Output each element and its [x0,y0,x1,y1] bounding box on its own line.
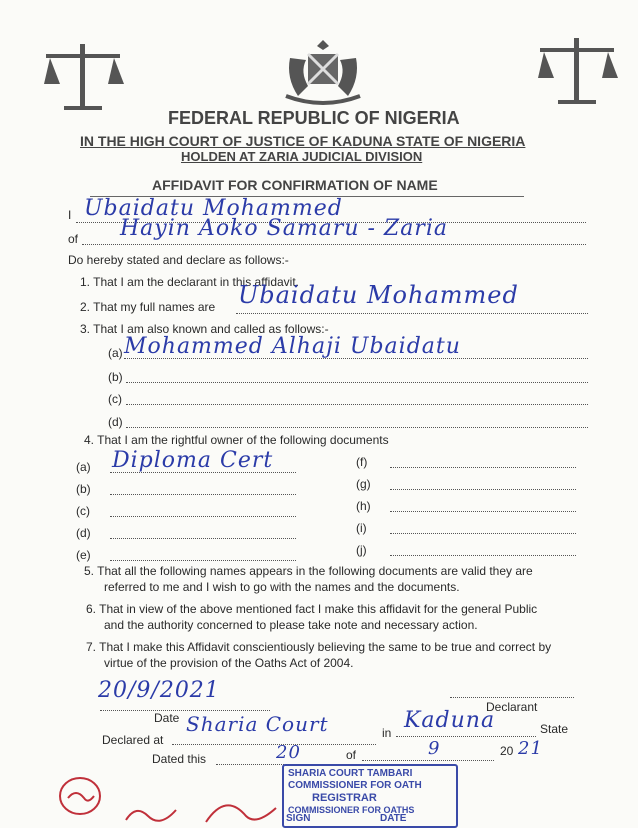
state-value: Kaduna [404,708,496,733]
item-3: 3. That I am also known and called as follows:- [80,322,329,336]
scales-of-justice-icon [534,34,620,108]
item-5-line1: 5. That all the following names appears in the following documents are valid they are [84,564,533,578]
i-label: I [68,208,72,222]
document-a: Diploma Cert [112,448,274,473]
alias-a-label: (a) [108,346,123,360]
document-right-label: (g) [356,477,371,491]
document-right-row [356,455,586,471]
item-7-line1: 7. That I make this Affidavit conscientiously believing the same to be true and correct by [86,640,552,654]
document-right-label: (i) [356,521,367,535]
item-6-line2: and the authority concerned to please take note and necessary action. [104,618,478,632]
year-value: 21 [518,738,543,759]
alias-d-label: (d) [108,415,123,429]
document-right-label: (j) [356,543,367,557]
stamp-sign: SIGN [286,813,311,824]
state-label: State [540,722,569,736]
year-label: 20 [500,744,514,758]
item-5-line2: referred to me and I wish to go with the names and the documents. [104,580,460,594]
documents-left-column [76,460,306,570]
item-2: 2. That my full names are [80,300,216,314]
document-left-row [76,548,306,564]
item-6-line1: 6. That in view of the above mentioned fact I make this affidavit for the general Public [86,602,538,616]
document-right-row [356,499,586,515]
dated-this-label: Dated this [152,752,207,766]
full-names: Ubaidatu Mohammed [238,281,519,309]
declarant-name: Ubaidatu Mohammed [84,196,343,221]
court-name: IN THE HIGH COURT OF JUSTICE OF KADUNA STATE OF NIGERIA [80,133,526,149]
declarant-label: Declarant [486,700,538,714]
documents-right-column [356,455,586,565]
stamp-line3: REGISTRAR [312,792,377,804]
division-name: HOLDEN AT ZARIA JUDICIAL DIVISION [181,149,423,164]
of-label-2: of [346,748,357,762]
in-label: in [382,726,392,740]
stamp-line1: SHARIA COURT TAMBARI [288,768,413,779]
alias-a: Mohammed Alhaji Ubaidatu [124,334,461,359]
document-title: FEDERAL REPUBLIC OF NIGERIA [168,108,460,128]
document-right-row [356,543,586,559]
red-signature-icon [56,772,316,825]
document-right-row [356,521,586,537]
document-right-label: (h) [356,499,371,513]
document-right-row [356,477,586,493]
document-left-label: (a) [76,460,91,474]
month-value: 9 [428,738,441,759]
alias-c-label: (c) [108,392,122,406]
document-left-row [76,504,306,520]
stamp-line2: COMMISSIONER FOR OATH [288,780,422,791]
stamp-date: DATE [380,813,407,824]
document-left-label: (c) [76,504,90,518]
document-left-label: (e) [76,548,91,562]
day-value: 20 [276,742,301,763]
document-left-label: (d) [76,526,91,540]
coat-of-arms-icon [280,36,366,106]
date-label: Date [154,711,180,725]
document-right-label: (f) [356,455,368,469]
of-label: of [68,232,79,246]
document-left-row [76,526,306,542]
date-value: 20/9/2021 [98,678,220,703]
item-1: 1. That I am the declarant in this affidavit. [80,275,300,289]
document-left-row [76,482,306,498]
stamp-line4: COMMISSIONER FOR OATHS [288,805,415,815]
item-7-line2: virtue of the provision of the Oaths Act of 2004. [104,656,354,670]
declare-text: Do hereby stated and declare as follows:- [68,253,289,267]
affidavit-title: AFFIDAVIT FOR CONFIRMATION OF NAME [152,177,438,193]
document-left-label: (b) [76,482,91,496]
scales-of-justice-icon [40,40,126,114]
declared-at-label: Declared at [102,733,164,747]
alias-b-label: (b) [108,370,123,384]
item-4: 4. That I am the rightful owner of the following documents [84,433,389,447]
declarant-address: Hayin Aoko Samaru - Zaria [120,216,448,241]
declared-at-value: Sharia Court [186,712,329,736]
